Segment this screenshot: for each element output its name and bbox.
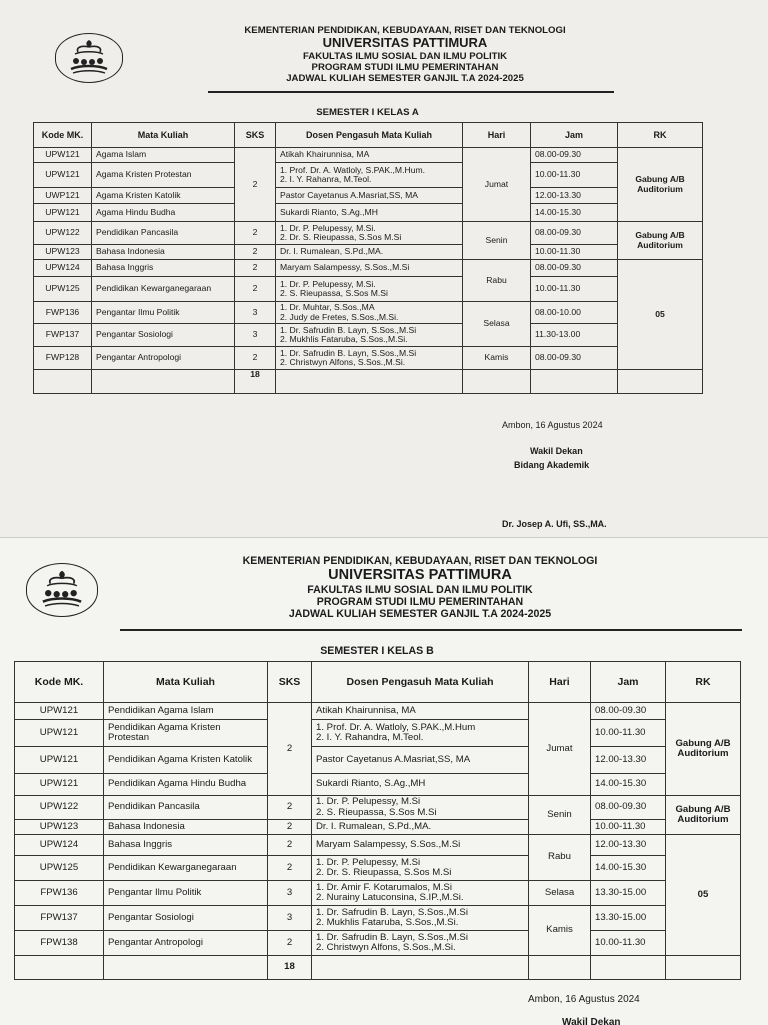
dosen-line: 1. Dr. P. Pelupessy, M.Si. [280,278,376,289]
jam-cell: 14.00-15.30 [531,204,618,222]
sks-cell: 2 [268,820,312,835]
empty-cell [666,956,741,980]
table-row [15,720,741,747]
kode-cell: UPW124 [34,260,92,277]
mata-kuliah-cell: Agama Kristen Katolik [92,188,235,204]
dosen-line: 1. Dr. P. Pelupessy, M.Si [316,796,421,808]
schedule-title: JADWAL KULIAH SEMESTER GANJIL T.A 2024-2025 [288,608,552,621]
hari-cell: Jumat [529,703,591,796]
col-header-rk: RK [666,662,741,703]
table-row [15,820,741,835]
signature-place-date: Ambon, 16 Agustus 2024 [502,420,603,430]
dosen-line: 1. Dr. Safrudin B. Layn, S.Sos.,M.Si [316,906,468,918]
table-row [34,204,703,222]
table-row [34,163,703,188]
dosen-line: 2. I. Y. Rahandra, M.Teol. [316,732,424,743]
empty-cell [531,370,618,394]
dosen-cell: Dr. I. Rumalean, S.Pd.,MA. [312,820,529,835]
dosen-line: 1. Prof. Dr. A. Watloly, S.PAK.,M.Hum [316,721,476,733]
table-row [34,260,703,277]
col-header-dosen: Dosen Pengasuh Mata Kuliah [276,123,463,148]
emblem-drawing [27,564,97,616]
dosen-cell [276,277,463,302]
col-header-jam: Jam [531,123,618,148]
sks-cell: 2 [235,148,276,222]
table-row [15,747,741,774]
sks-cell: 2 [268,835,312,856]
dosen-cell: Atikah Khairunnisa, MA [276,148,463,163]
empty-cell [34,370,92,394]
kode-cell: UPW121 [15,720,104,747]
dosen-line: 2. Judy de Fretes, S.Sos.,M.Si. [280,311,399,322]
jam-cell: 08.00-09.30 [591,796,666,820]
hari-cell: Senin [463,222,531,260]
jam-cell: 10.00-11.30 [531,277,618,302]
mata-kuliah-cell: Bahasa Indonesia [92,245,235,260]
dosen-line: 2. S. Rieupassa, S.Sos M.Si [280,288,388,298]
total-row [34,370,703,394]
schedule-title: JADWAL KULIAH SEMESTER GANJIL T.A 2024-2025 [286,73,524,85]
table-row [15,774,741,796]
mata-kuliah-cell: Pengantar Ilmu Politik [92,302,235,324]
mata-kuliah-cell: Pengantar Sosiologi [92,324,235,347]
mata-kuliah-cell: Pendidikan Pancasila [104,796,268,820]
kode-cell: UPW122 [15,796,104,820]
kode-cell: FPW137 [15,906,104,931]
table-row [34,245,703,260]
sks-cell: 2 [235,245,276,260]
signature-role-detail: Bidang Akademik [514,460,590,470]
dosen-cell: Pastor Cayetanus A.Masriat,SS, MA [312,747,529,774]
kode-cell: UPW121 [34,204,92,222]
table-row [15,856,741,881]
col-header-hari: Hari [463,123,531,148]
mata-kuliah-cell: Bahasa Inggris [104,835,268,856]
sks-cell: 2 [268,856,312,881]
col-header-dosen: Dosen Pengasuh Mata Kuliah [312,662,529,703]
sks-cell: 2 [235,260,276,277]
jam-cell: 10.00-11.30 [591,720,666,747]
dosen-cell: Atikah Khairunnisa, MA [312,703,529,720]
kode-cell: UPW121 [15,747,104,774]
empty-cell [312,956,529,980]
rk-cell: Gabung A/B Auditorium [666,796,741,835]
program-name: PROGRAM STUDI ILMU PEMERINTAHAN [316,596,524,609]
empty-cell [104,956,268,980]
dosen-line: 1. Prof. Dr. A. Watloly, S.PAK.,M.Hum. [280,164,426,175]
dosen-cell [276,163,463,188]
jam-cell: 13.30-15.00 [591,906,666,931]
col-header-kode: Kode MK. [34,123,92,148]
dosen-line: 2. Mukhlis Fataruba, S.Sos.,M.Si. [316,917,459,928]
signature-place-date: Ambon, 16 Agustus 2024 [528,994,640,1005]
table-row [15,703,741,720]
kode-cell: UPW125 [34,277,92,302]
dosen-cell [312,906,529,931]
dosen-cell [276,324,463,347]
section-title: SEMESTER I KELAS A [316,107,419,118]
rk-cell: Gabung A/B Auditorium [618,222,703,260]
sks-cell: 3 [235,324,276,347]
col-header-kode: Kode MK. [15,662,104,703]
sks-cell: 3 [268,881,312,906]
dosen-cell: Maryam Salampessy, S.Sos.,M.Si [276,260,463,277]
total-row [15,956,741,980]
hari-cell: Senin [529,796,591,835]
col-header-rk: RK [618,123,703,148]
jam-cell: 10.00-11.30 [531,163,618,188]
kode-cell: UWP121 [34,188,92,204]
header-rule [120,629,742,631]
hari-cell: Kamis [529,906,591,956]
jam-cell: 12.00-13.30 [531,188,618,204]
university-emblem-icon [55,33,123,83]
hari-cell: Rabu [529,835,591,881]
schedule-table [14,661,741,980]
rk-cell: Gabung A/B Auditorium [618,148,703,222]
col-header-sks: SKS [235,123,276,148]
kode-cell: FPW136 [15,881,104,906]
table-row [34,148,703,163]
dosen-cell: Sukardi Rianto, S.Ag.,MH [312,774,529,796]
dosen-cell [312,720,529,747]
mata-kuliah-cell: Pengantar Ilmu Politik [104,881,268,906]
sks-cell: 2 [268,796,312,820]
mata-kuliah-cell: Pendidikan Agama Kristen Katolik [104,747,268,774]
rk-cell: 05 [618,260,703,370]
document-header [185,555,655,620]
mata-kuliah-cell: Agama Kristen Protestan [92,163,235,188]
sks-cell: 2 [268,931,312,956]
jam-cell: 08.00-09.30 [531,222,618,245]
hari-cell: Selasa [463,302,531,347]
dosen-cell [276,347,463,370]
sks-cell: 3 [268,906,312,931]
schedule-sheet-kelas-b [0,537,768,1025]
schedule-table [33,122,703,394]
kode-cell: UPW123 [34,245,92,260]
jam-cell: 12.00-13.30 [591,747,666,774]
empty-cell [529,956,591,980]
total-sks-cell: 18 [235,370,276,394]
jam-cell: 12.00-13.30 [591,835,666,856]
mata-kuliah-cell: Bahasa Inggris [92,260,235,277]
mata-kuliah-cell: Pendidikan Kewarganegaraan [104,856,268,881]
signature-role: Wakil Dekan [530,446,583,456]
faculty-name: FAKULTAS ILMU SOSIAL DAN ILMU POLITIK [307,583,533,596]
sks-cell: 3 [235,302,276,324]
signature-name: Dr. Josep A. Ufi, SS.,MA. [502,519,607,529]
total-sks-cell: 18 [268,956,312,980]
ministry-name: KEMENTERIAN PENDIDIKAN, KEBUDAYAAN, RISET DAN TEKNOLOGI [244,25,566,36]
kode-cell: FPW138 [15,931,104,956]
rk-cell: 05 [666,835,741,956]
hari-cell: Kamis [463,347,531,370]
dosen-cell [312,931,529,956]
col-header-jam: Jam [591,662,666,703]
university-name: UNIVERSITAS PATTIMURA [328,567,512,584]
mata-kuliah-cell: Pengantar Antropologi [92,347,235,370]
dosen-line: 2. Nurainy Latuconsina, S.IP.,M.Si. [316,892,464,903]
dosen-line: 2. Dr. S. Rieupassa, S.Sos M.Si [280,232,402,242]
dosen-cell: Sukardi Rianto, S.Ag.,MH [276,204,463,222]
mata-kuliah-cell: Bahasa Indonesia [104,820,268,835]
kode-cell: UPW121 [15,774,104,796]
jam-cell: 11.30-13.00 [531,324,618,347]
kode-cell: FWP128 [34,347,92,370]
ministry-name: KEMENTERIAN PENDIDIKAN, KEBUDAYAAN, RISET DAN TEKNOLOGI [242,555,598,567]
mata-kuliah-cell: Pengantar Sosiologi [104,906,268,931]
dosen-line: 2. Dr. S. Rieupassa, S.Sos M.Si [316,867,452,878]
dosen-line: 1. Dr. P. Pelupessy, M.Si. [280,222,376,233]
table-row [34,277,703,302]
document-header [180,25,630,84]
jam-cell: 08.00-09.30 [531,347,618,370]
col-header-sks: SKS [268,662,312,703]
table-row [15,881,741,906]
col-header-mata-kuliah: Mata Kuliah [92,123,235,148]
kode-cell: UPW122 [34,222,92,245]
university-name: UNIVERSITAS PATTIMURA [322,35,488,51]
table-row [15,835,741,856]
mata-kuliah-cell: Pendidikan Agama Hindu Budha [104,774,268,796]
jam-cell: 10.00-11.30 [591,820,666,835]
dosen-cell: Pastor Cayetanus A.Masriat,SS, MA [276,188,463,204]
table-row [34,302,703,324]
col-header-hari: Hari [529,662,591,703]
emblem-drawing [56,34,122,82]
empty-cell [463,370,531,394]
col-header-mata-kuliah: Mata Kuliah [104,662,268,703]
jam-cell: 10.00-11.30 [531,245,618,260]
table-row [15,931,741,956]
kode-cell: FWP137 [34,324,92,347]
table-row [34,324,703,347]
kode-cell: FWP136 [34,302,92,324]
rk-cell: Gabung A/B Auditorium [666,703,741,796]
empty-cell [15,956,104,980]
dosen-line: 2. Christwyn Alfons, S.Sos.,M.Si. [280,357,406,367]
mata-kuliah-cell: Agama Islam [92,148,235,163]
mata-kuliah-cell: Agama Hindu Budha [92,204,235,222]
jam-cell: 14.00-15.30 [591,774,666,796]
jam-cell: 08.00-09.30 [591,703,666,720]
jam-cell: 10.00-11.30 [591,931,666,956]
dosen-line: 1. Dr. Safrudin B. Layn, S.Sos.,M.Si [280,347,417,358]
jam-cell: 08.00-09.30 [531,260,618,277]
empty-cell [591,956,666,980]
dosen-cell: Maryam Salampessy, S.Sos.,M.Si [312,835,529,856]
hari-cell: Jumat [463,148,531,222]
dosen-cell [276,222,463,245]
hari-cell: Selasa [529,881,591,906]
sks-cell: 2 [235,277,276,302]
dosen-line: 1. Dr. Safrudin B. Layn, S.Sos.,M.Si [280,324,417,335]
table-header-row [15,662,741,703]
university-emblem-icon [26,563,98,617]
jam-cell: 08.00-09.30 [531,148,618,163]
dosen-line: 2. S. Rieupassa, S.Sos M.Si [316,806,437,818]
table-row [15,796,741,820]
jam-cell: 08.00-10.00 [531,302,618,324]
empty-cell [92,370,235,394]
jam-cell: 14.00-15.30 [591,856,666,881]
mata-kuliah-cell: Pendidikan Agama Kristen Protestan [104,720,268,747]
faculty-name: FAKULTAS ILMU SOSIAL DAN ILMU POLITIK [302,50,508,62]
kode-cell: UPW121 [15,703,104,720]
sks-cell: 2 [235,222,276,245]
mata-kuliah-cell: Pendidikan Agama Islam [104,703,268,720]
dosen-line: 1. Dr. Muhtar, S.Sos.,MA [280,302,375,313]
dosen-cell [312,796,529,820]
dosen-cell [276,302,463,324]
kode-cell: UPW125 [15,856,104,881]
table-row [34,188,703,204]
sks-cell: 2 [235,347,276,370]
mata-kuliah-cell: Pengantar Antropologi [104,931,268,956]
hari-cell: Rabu [463,260,531,302]
dosen-line: 2. I. Y. Rahanra, M.Teol. [280,174,372,184]
empty-cell [276,370,463,394]
dosen-line: 1. Dr. P. Pelupessy, M.Si [316,856,421,868]
kode-cell: UPW124 [15,835,104,856]
table-row [34,222,703,245]
empty-cell [618,370,703,394]
table-row [15,906,741,931]
jam-cell: 13.30-15.00 [591,881,666,906]
mata-kuliah-cell: Pendidikan Kewarganegaraan [92,277,235,302]
signature-role: Wakil Dekan [562,1017,621,1025]
dosen-cell: Dr. I. Rumalean, S.Pd.,MA. [276,245,463,260]
kode-cell: UPW121 [34,163,92,188]
header-rule [208,91,614,93]
dosen-cell [312,856,529,881]
dosen-cell [312,881,529,906]
program-name: PROGRAM STUDI ILMU PEMERINTAHAN [311,62,499,73]
section-title: SEMESTER I KELAS B [320,645,434,657]
sks-cell: 2 [268,703,312,796]
dosen-line: 1. Dr. Safrudin B. Layn, S.Sos.,M.Si [316,931,468,943]
dosen-line: 2. Mukhlis Fataruba, S.Sos.,M.Si. [280,334,408,344]
mata-kuliah-cell: Pendidikan Pancasila [92,222,235,245]
kode-cell: UPW121 [34,148,92,163]
kode-cell: UPW123 [15,820,104,835]
table-row [34,347,703,370]
dosen-line: 1. Dr. Amir F. Kotarumalos, M.Si [316,881,452,893]
table-header-row [34,123,703,148]
dosen-line: 2. Christwyn Alfons, S.Sos.,M.Si. [316,942,456,953]
